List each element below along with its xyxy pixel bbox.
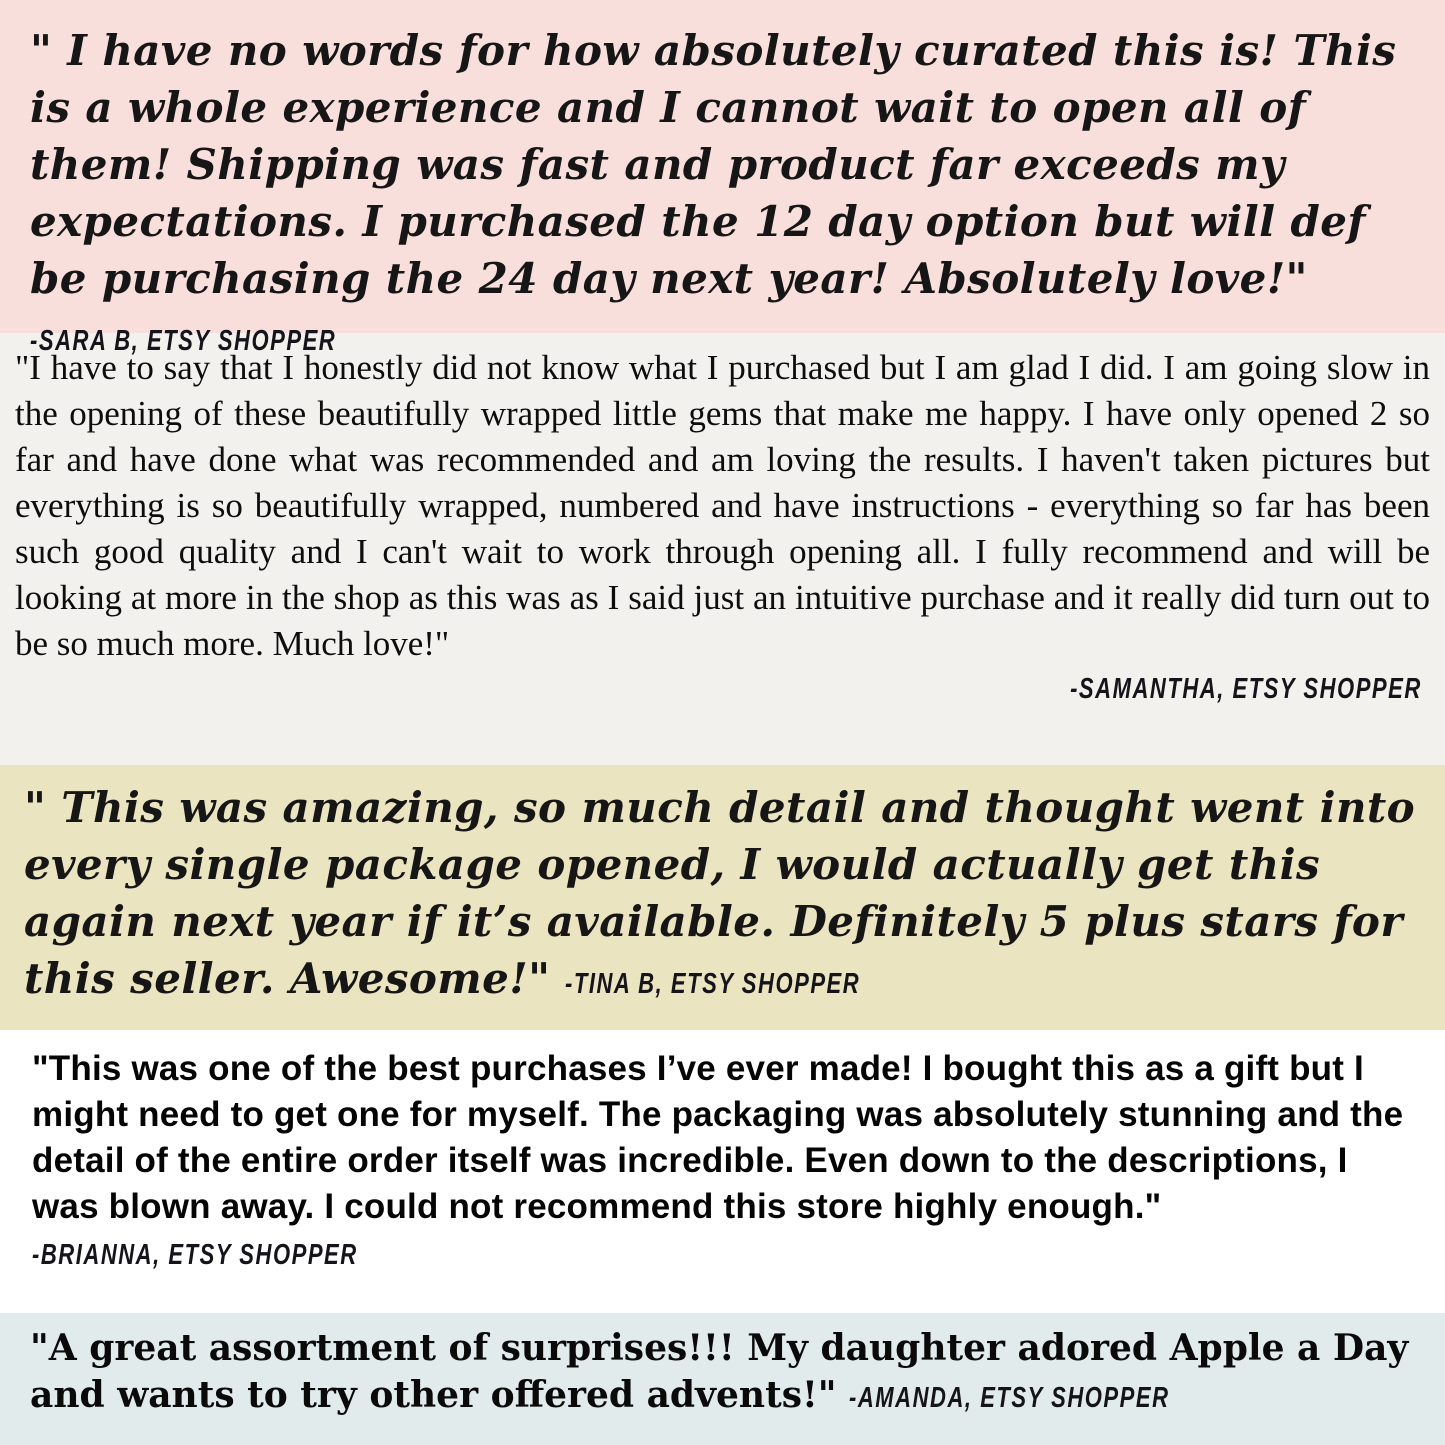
testimonial-attribution: -SARA B, ETSY SHOPPER [30, 325, 337, 357]
testimonial-samantha [0, 333, 1445, 765]
testimonial-attribution: -SAMANTHA, ETSY SHOPPER [1070, 673, 1422, 705]
testimonial-tina-b [0, 765, 1445, 1030]
testimonial-quote [30, 22, 1419, 370]
quote-text: " I have no words for how absolutely curated this is! This is a whole experience and I cannot wait to open all of them! Shipping was fast and product far exceeds my expectations. I purchased the 12 day option but will def be purchasing the 24 day next year! Absolutely love!" [30, 26, 1397, 303]
testimonial-quote [30, 1325, 1415, 1422]
testimonial-attribution: -TINA B, ETSY SHOPPER [565, 968, 861, 1000]
testimonial-amanda [0, 1313, 1445, 1445]
testimonial-brianna [0, 1030, 1445, 1313]
testimonial-quote [32, 1046, 1411, 1278]
testimonial-attribution: -AMANDA, ETSY SHOPPER [849, 1382, 1170, 1414]
attribution-line [15, 673, 1430, 706]
quote-text: " This was amazing, so much detail and thought went into every single package opened, I would actually get this again next year if it’s available. Definitely 5 plus stars for this seller. Awesome!" [24, 783, 1416, 1003]
testimonial-attribution: -BRIANNA, ETSY SHOPPER [32, 1239, 358, 1271]
quote-text: "This was one of the best purchases I’ve ever made! I bought this as a gift but I might need to get one for myself. The packaging was absolutely stunning and the detail of the entire order itself was incredible. Even down to the descriptions, I was blown away. I could not recommend this store highly enough." [32, 1049, 1404, 1226]
testimonial-sara-b [0, 0, 1445, 357]
quote-text: "A great assortment of surprises!!! My daughter adored Apple a Day and wants to try other offered advents!" [30, 1327, 1409, 1416]
quote-text: "I have to say that I honestly did not know what I purchased but I am glad I did. I am going slow in the opening of these beautifully wrapped little gems that make me happy. I have only opened 2 so far and have done what was recommended and am loving the results. I haven't taken pictures but everything is so beautifully wrapped, numbered and have instructions - everything so far has been such good quality and I can't wait to work through opening all. I fully recommend and will be looking at more in the shop as this was as I said just an intuitive purchase and it really did turn out to be so much more. Much love!" [15, 348, 1430, 663]
testimonial-quote [24, 779, 1421, 1013]
